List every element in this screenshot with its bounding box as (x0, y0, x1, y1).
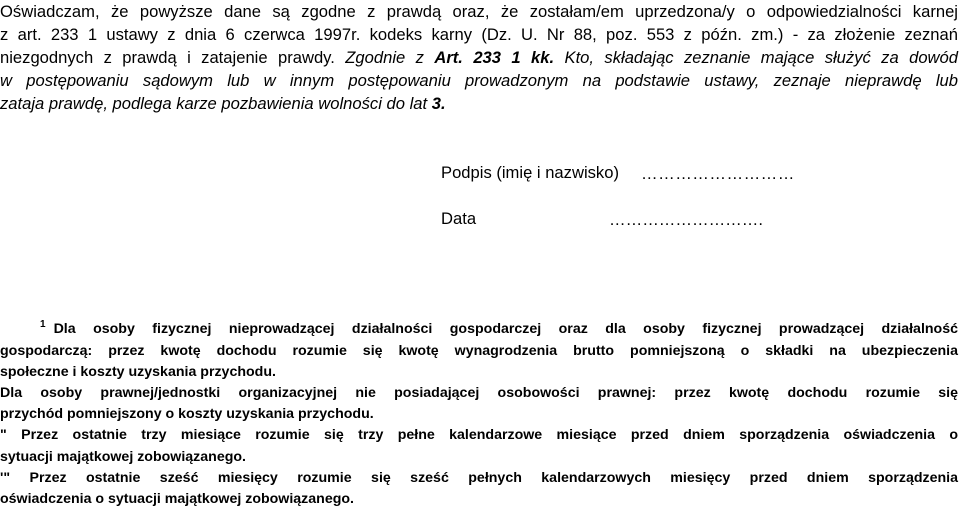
signature-name-field[interactable]: ……………………… (641, 164, 795, 183)
footnote-line: oświadczenia o sytuacji majątkowej zobowiązanego. (0, 490, 354, 507)
footnote-line: " Przez ostatnie trzy miesiące rozumie się trzy pełne kalendarzowe miesiące przed dniem sporządzenia oświadczenia o (0, 427, 958, 444)
declaration-line (0, 46, 958, 69)
declaration-line: z art. 233 1 ustawy z dnia 6 czerwca 1997r. kodeks karny (Dz. U. Nr 88, poz. 553 z późn. zm.) - za złożenie zeznań (0, 25, 958, 44)
signature-date-row (441, 209, 763, 229)
footnote-line: sytuacji majątkowej zobowiązanego. (0, 448, 246, 465)
declaration-italic-text: Zgodnie z (345, 48, 424, 67)
footnote-line: społeczne i koszty uzyskania przychodu. (0, 364, 276, 381)
declaration-line: Oświadczam, że powyższe dane są zgodne z prawdą oraz, że zostałam/em uprzedzona/y o odpowiedzialności karnej (0, 2, 958, 21)
footnote-line: Dla osoby prawnej/jednostki organizacyjnej nie posiadającej osobowości prawnej: przez kwotę dochodu rozumie się (0, 385, 958, 402)
declaration-italic-text: zataja prawdę, podlega karze pozbawienia wolności do lat (0, 94, 428, 113)
declaration-paragraph (0, 0, 958, 115)
legal-citation: Art. 233 1 kk. (434, 48, 555, 67)
footnote-section (0, 319, 958, 510)
signature-date-label: Data (441, 209, 477, 228)
declaration-line: w postępowaniu sądowym lub w innym postępowaniu prowadzonym na podstawie ustawy, zeznaje nieprawdę lub (0, 71, 958, 90)
footnote-text: Dla osoby fizycznej nieprowadzącej działalności gospodarczej oraz dla osoby fizycznej prowadzącej działalność (53, 321, 958, 337)
footnote-line (0, 319, 958, 341)
footnote-line: '" Przez ostatnie sześć miesięcy rozumie się sześć pełnych kalendarzowych miesięcy przed dniem sporządzenia (0, 469, 958, 486)
declaration-line (0, 92, 958, 115)
footnote-marker: 1 (40, 319, 46, 330)
footnote-line: gospodarczą: przez kwotę dochodu rozumie się kwotę wynagrodzenia brutto pomniejszoną o składki na ubezpieczenia (0, 343, 958, 360)
declaration-italic-text: Kto, składając zeznanie mające służyć za dowód (564, 48, 959, 67)
declaration-text: niezgodnych z prawdą i zatajenie prawdy. (0, 48, 335, 67)
signature-name-row (441, 163, 795, 183)
footnote-line: przychód pomniejszony o koszty uzyskania przychodu. (0, 406, 374, 423)
penalty-years: 3. (431, 94, 446, 113)
signature-date-field[interactable]: ………………………. (609, 210, 763, 229)
signature-name-label: Podpis (imię i nazwisko) (441, 163, 619, 182)
